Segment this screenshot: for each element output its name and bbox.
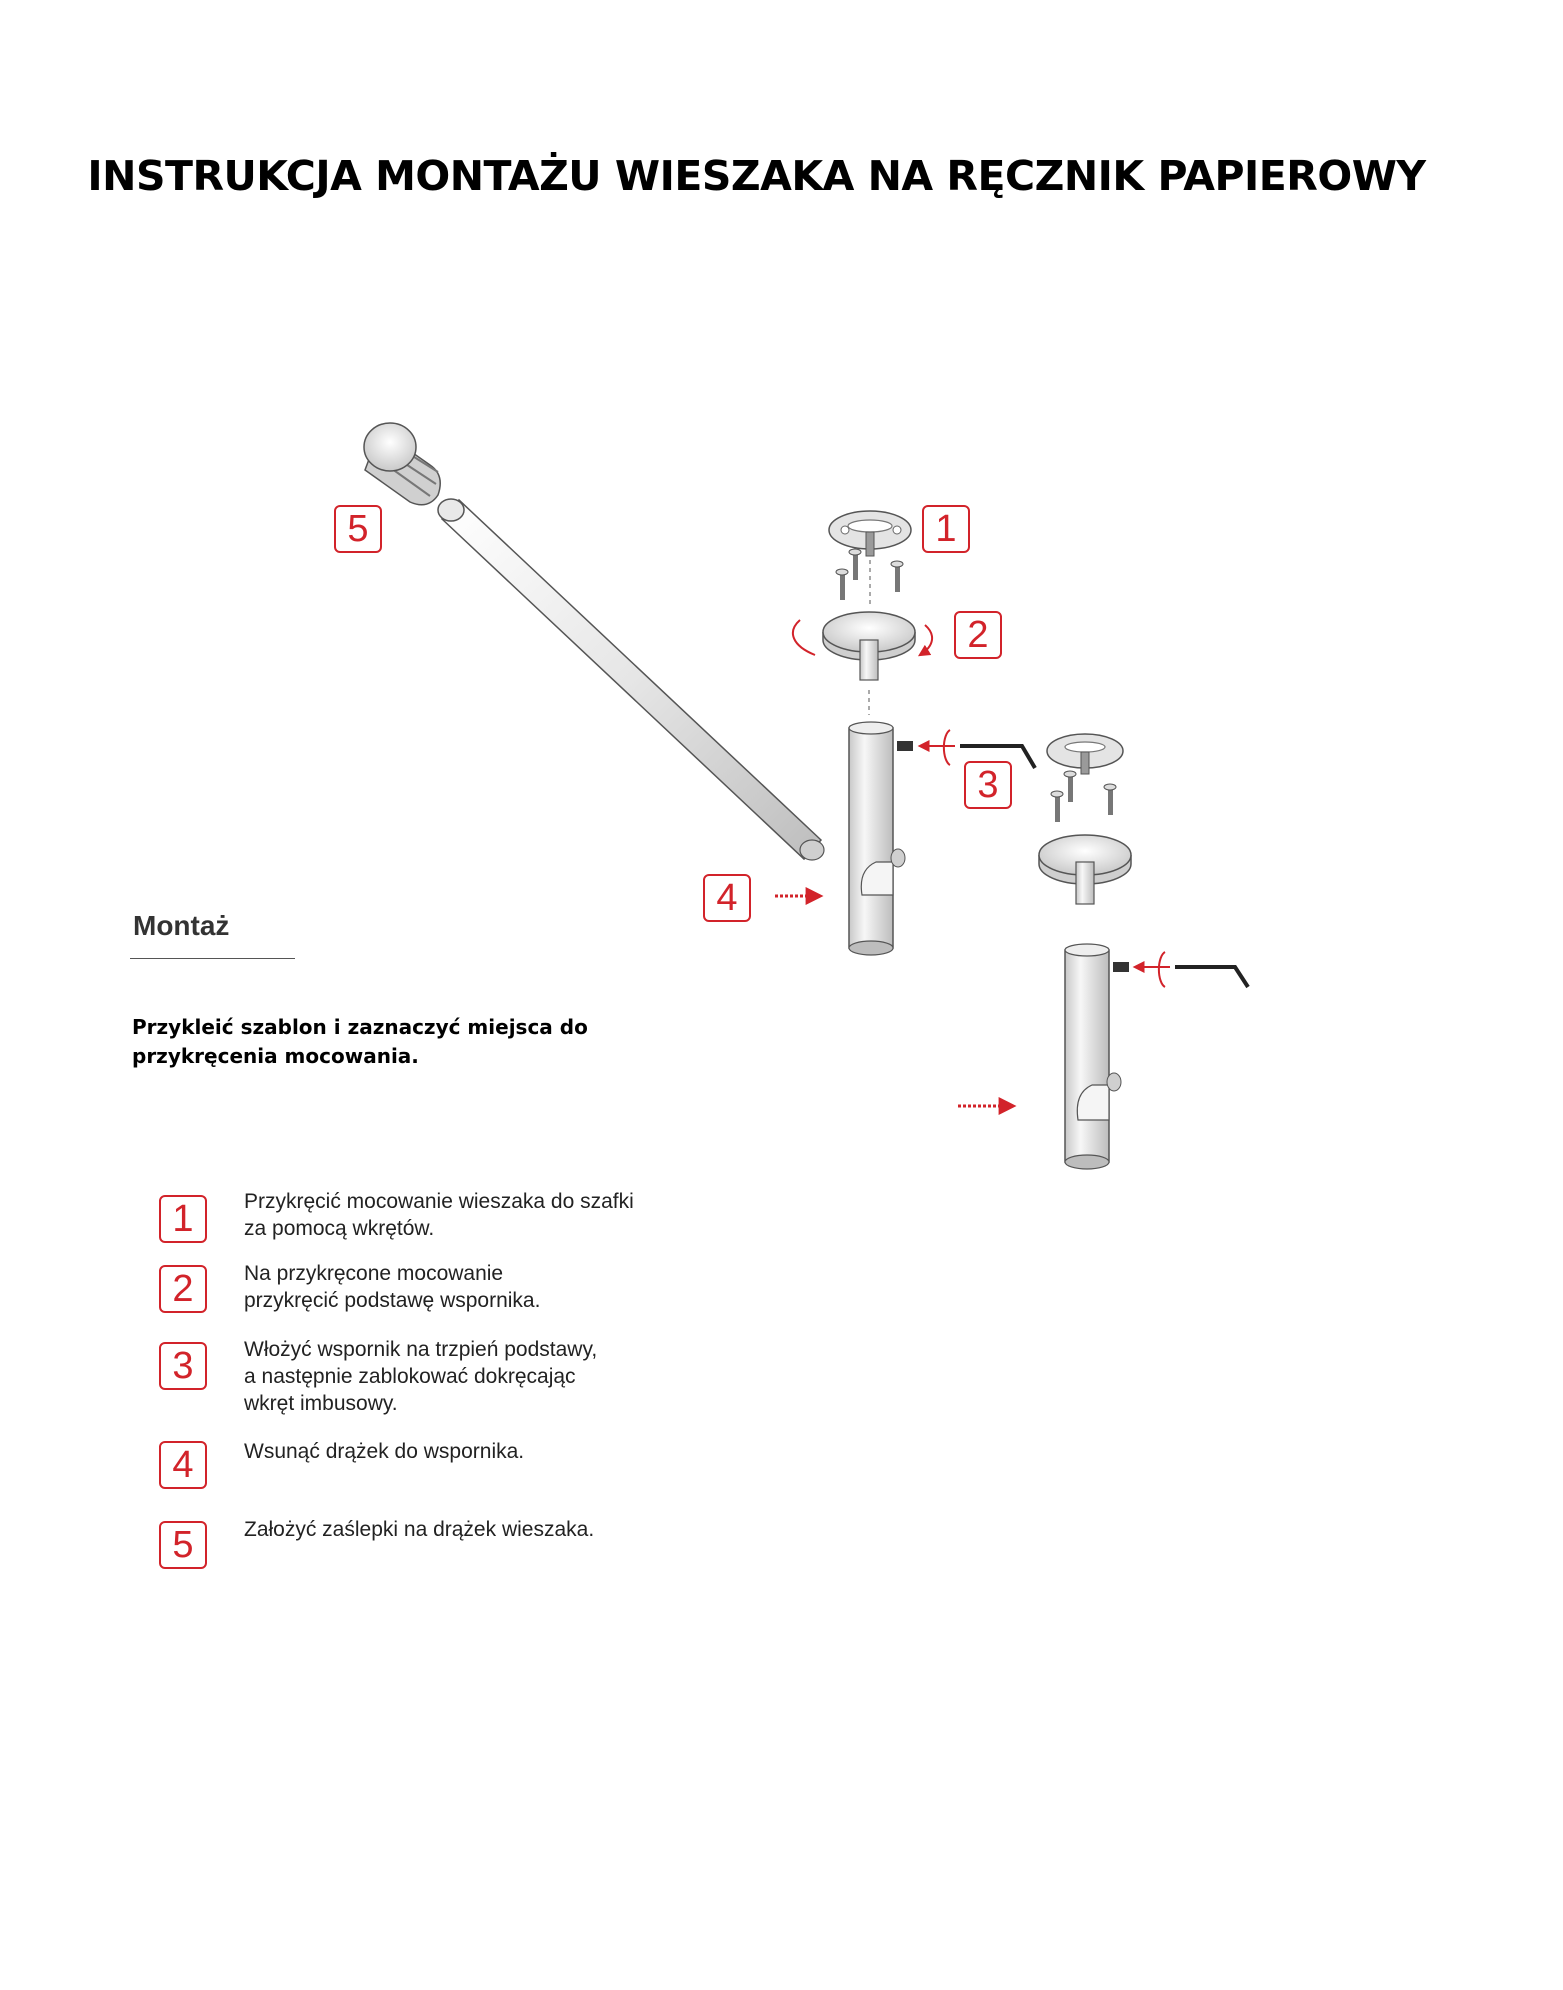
bracket-tube-2 (958, 944, 1248, 1169)
end-cap (364, 423, 440, 505)
step-line: wkręt imbusowy. (244, 1392, 398, 1415)
step-2-badge: 2 (159, 1265, 207, 1313)
diagram-label-3: 3 (964, 761, 1012, 809)
step-line: Przykręcić mocowanie wieszaka do szafki (244, 1190, 634, 1213)
rod (438, 499, 824, 860)
step-1-badge: 1 (159, 1195, 207, 1243)
intro-line: przykręcenia mocowania. (132, 1044, 419, 1068)
step-line: przykręcić podstawę wspornika. (244, 1289, 541, 1312)
intro-text (132, 1013, 592, 1071)
step-line: Na przykręcone mocowanie (244, 1262, 504, 1285)
base-1 (793, 612, 932, 715)
intro-line: Przykleić szablon i zaznaczyć miejsca do (132, 1015, 588, 1039)
step-line: a następnie zablokować dokręcając (244, 1365, 576, 1388)
section-heading: Montaż (133, 910, 230, 941)
step-1-text (244, 1188, 674, 1242)
step-line: Wsunąć drążek do wspornika. (244, 1440, 525, 1463)
mounting-plate-2 (1047, 734, 1123, 822)
step-line: Włożyć wspornik na trzpień podstawy, (244, 1338, 598, 1361)
step-line: Założyć zaślepki na drążek wieszaka. (244, 1518, 595, 1541)
step-line: za pomocą wkrętów. (244, 1217, 435, 1240)
step-3-badge: 3 (159, 1342, 207, 1390)
page-title: INSTRUKCJA MONTAŻU WIESZAKA NA RĘCZNIK PAPIEROWY (87, 152, 1426, 200)
step-5-badge: 5 (159, 1521, 207, 1569)
diagram-label-5: 5 (334, 505, 382, 553)
section-divider (130, 958, 295, 959)
screws-1 (836, 549, 903, 605)
diagram-label-4: 4 (703, 874, 751, 922)
base-2 (1039, 835, 1131, 904)
step-4-text (244, 1438, 674, 1465)
diagram-label-2: 2 (954, 611, 1002, 659)
step-5-text (244, 1516, 674, 1543)
step-4-badge: 4 (159, 1441, 207, 1489)
mounting-plate-1 (829, 511, 911, 556)
step-3-text (244, 1336, 674, 1417)
step-2-text (244, 1260, 674, 1314)
diagram-label-1: 1 (922, 505, 970, 553)
